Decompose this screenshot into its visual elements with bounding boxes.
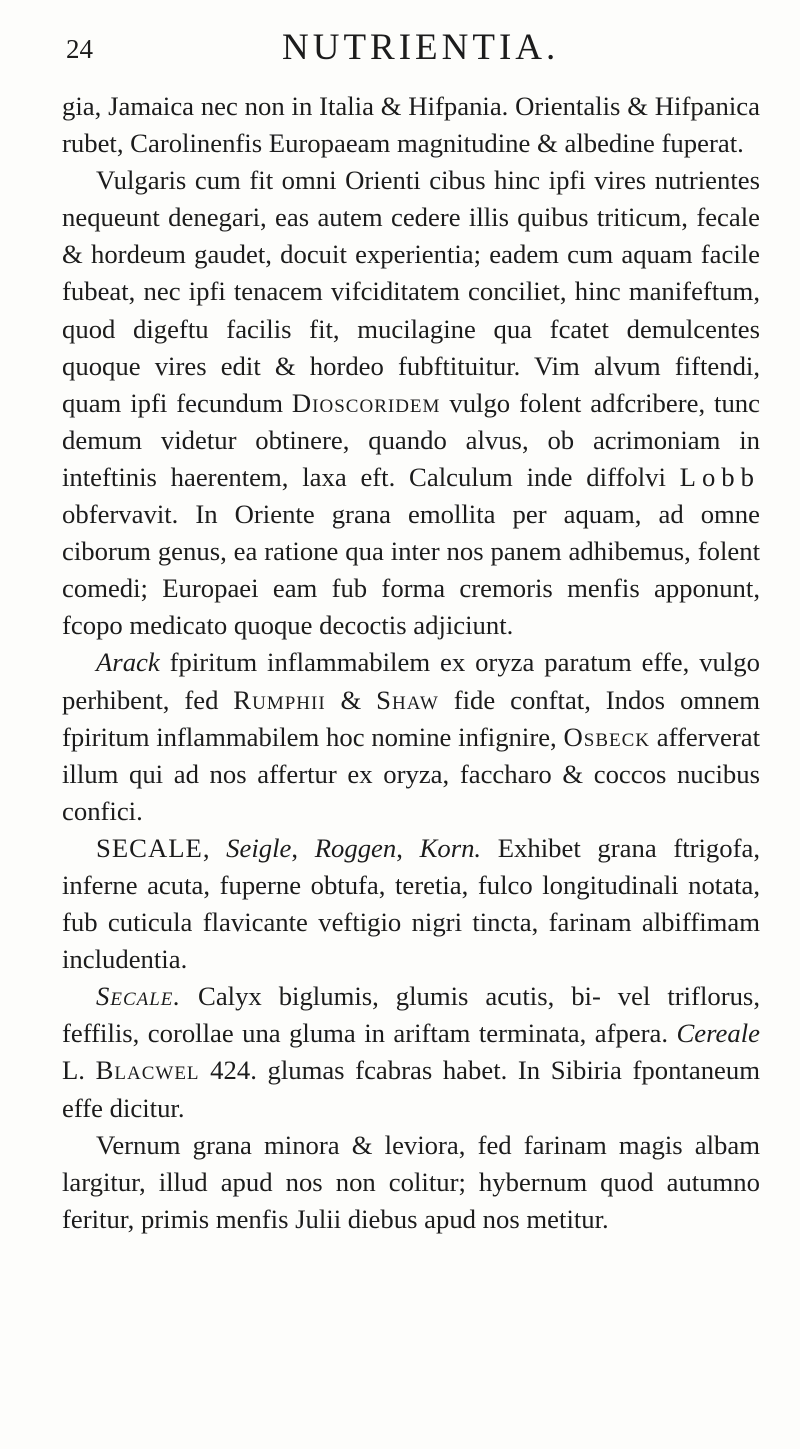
text-run: fpiritum inflammabilem ex oryza paratum effe, vulgo perhibent, fed xyxy=(62,647,760,715)
text-run: , xyxy=(202,832,227,863)
body-text xyxy=(62,88,760,1238)
page-number: 24 xyxy=(66,34,93,64)
paragraph xyxy=(62,644,760,829)
text-run: Lobb xyxy=(679,461,760,492)
text-run: & xyxy=(325,684,377,715)
text-run: Vulgaris cum fit omni Orienti cibus hinc ipfi vires nutrientes nequeunt denegari, eas autem cedere illis quibus triticum, fecale & hordeum gaudet, docuit experientia; eadem cum aquam facile fubeat, nec ipfi tenacem vifciditatem conciliet, hinc manifeftum, quod digeftu facilis fit, mucilagine qua fcatet demulcentes quoque vires edit & hordeo fubftituitur. Vim alvum fiftendi, quam ipfi fecundum xyxy=(62,165,760,418)
paragraph xyxy=(62,88,760,162)
text-run: Osbeck xyxy=(563,721,651,752)
paragraph xyxy=(62,1127,760,1238)
text-run: Dioscoridem xyxy=(291,387,441,418)
text-run: Calyx biglumis, glumis acutis, bi- vel triflorus, feffilis, corollae una gluma in ariftam terminata, afpera. xyxy=(62,981,760,1049)
text-run: Exhibet grana ftrigofa, inferne acuta, fuperne obtufa, teretia, fulco longitudinali notata, fub cuticula flavicante veftigio nigri tincta, farinam albiffimam includentia. xyxy=(62,832,761,975)
paragraph xyxy=(62,830,760,978)
text-run: Cereale xyxy=(676,1018,760,1049)
text-run: fide conftat, Indos omnem fpiritum inflammabilem hoc nomine infignire, xyxy=(62,684,760,752)
text-run: Blacwel xyxy=(95,1055,200,1086)
text-run: Seigle xyxy=(226,832,292,863)
text-run: L. xyxy=(62,1055,96,1086)
text-run: Secale. xyxy=(96,981,182,1012)
text-run: Rumphii xyxy=(233,684,326,715)
text-run: Korn. xyxy=(419,832,482,863)
text-run: 424. glumas fcabras habet. In Sibiria fpontaneum effe dicitur. xyxy=(62,1055,760,1123)
text-run: Roggen xyxy=(314,832,397,863)
text-run: afferverat illum qui ad nos affertur ex oryza, faccharo & coccos nucibus confici. xyxy=(62,721,760,826)
page-header xyxy=(62,26,760,76)
text-run: gia, Jamaica nec non in Italia & Hifpania. Orientalis & Hifpanica rubet, Carolinenfis Europaeam magnitudine & albedine fuperat. xyxy=(62,91,760,159)
text-run: , xyxy=(291,832,315,863)
paragraph xyxy=(62,162,760,644)
text-run: vulgo folent adfcribere, tunc demum videtur obtinere, quando alvus, ob acrimoniam in inteftinis haerentem, laxa eft. Calculum inde diffolvi xyxy=(62,387,761,492)
text-run: obfervavit. In Oriente grana emollita per aquam, ad omne ciborum genus, ea ratione qua inter nos panem adhibemus, folent comedi; Europaei eam fub forma cremoris menfis apponunt, fcopo medicato quoque decoctis adjiciunt. xyxy=(62,499,760,641)
text-run: , xyxy=(396,832,420,863)
text-run: Vernum grana minora & leviora, fed farinam magis albam largitur, illud apud nos non colitur; hybernum quod autumno feritur, primis menfis Julii diebus apud nos metitur. xyxy=(62,1129,760,1234)
text-run: SECALE xyxy=(96,832,203,863)
running-title: NUTRIENTIA. xyxy=(282,27,560,68)
text-run: Arack xyxy=(96,647,160,678)
text-run: Shaw xyxy=(376,684,439,715)
paragraph xyxy=(62,978,760,1126)
